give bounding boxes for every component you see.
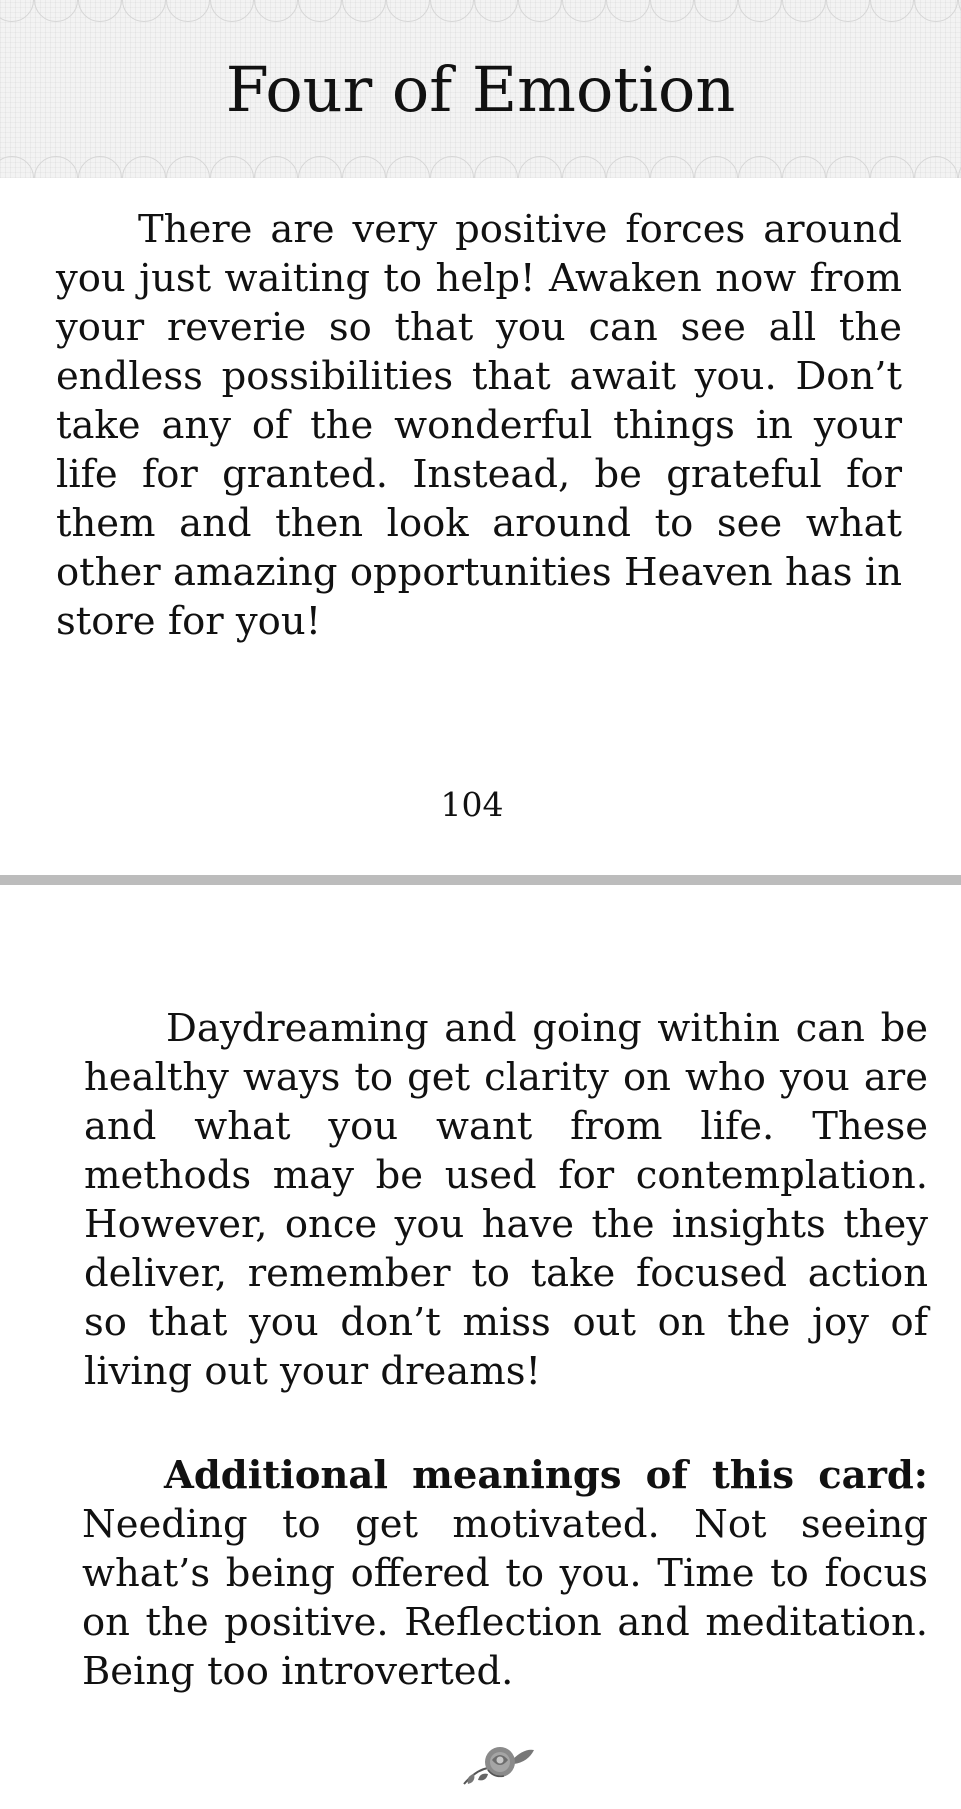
additional-meanings-text: Needing to get motivated. Not seeing what’s being offered to you. Time to focus on the positive. Reflection and meditation. Being too introverted. <box>82 1502 928 1694</box>
additional-meanings-label: Additional meanings of this card: <box>164 1453 928 1498</box>
rose-icon <box>458 1740 538 1790</box>
card-message <box>56 205 902 646</box>
card-explanation <box>84 1004 928 1396</box>
card-message-text: There are very positive forces around you just waiting to help! Awaken now from your reverie so that you can see all the endless possibilities that await you. Don’t take any of the wonderful things in your life for granted. Instead, be grateful for them and then look around to see what other amazing opportunities Heaven has in store for you! <box>56 207 902 644</box>
additional-meanings <box>82 1451 928 1696</box>
card-title: Four of Emotion <box>225 53 736 126</box>
page-number: 104 <box>440 785 504 824</box>
card-explanation-text: Daydreaming and going within can be healthy ways to get clarity on who you are and what you want from life. These methods may be used for contemplation. However, once you have the insights they deliver, remember to take focused action so that you don’t miss out on the joy of living out your dreams! <box>84 1006 928 1394</box>
lace-border-top <box>0 0 961 22</box>
lace-border-bottom <box>0 156 961 178</box>
page-divider <box>0 875 961 885</box>
